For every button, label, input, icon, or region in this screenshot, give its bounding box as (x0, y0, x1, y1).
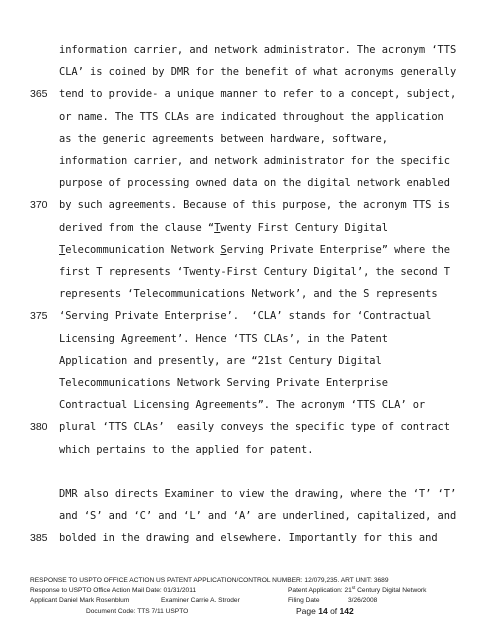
text-line: Telecommunications Network Serving Private Enterprise (59, 377, 388, 389)
text-line: CLA’ is coined by DMR for the benefit of what acronyms generally (59, 66, 457, 78)
footer-filing-date: 3/26/2008 (348, 597, 378, 604)
text-line: tend to provide- a unique manner to refer to a concept, subject, (59, 88, 457, 100)
line-number: 380 (30, 421, 48, 433)
text-line: Licensing Agreement’. Hence ‘TTS CLAs’, in the Patent (59, 333, 388, 345)
line-number: 385 (30, 532, 48, 544)
text-line: Application and presently, are “21st Century Digital (59, 355, 382, 367)
text-line: or name. The TTS CLAs are indicated throughout the application (59, 111, 444, 123)
text-line: purpose of processing owned data on the digital network enabled (59, 177, 450, 189)
text-line: first T represents ‘Twenty-First Century Digital’, the second T (59, 266, 450, 278)
footer-filing-label: Filing Date (288, 597, 320, 604)
line-number: 365 (30, 88, 48, 100)
footer-line-1 (30, 576, 388, 586)
text-line: DMR also directs Examiner to view the drawing, where the ‘T’ ‘T’ (59, 488, 457, 500)
footer-examiner: Examiner Carrie A. Stroder (161, 597, 240, 604)
text-line: Telecommunication Network Serving Private Enterprise” where the (59, 244, 450, 256)
line-number: 375 (30, 310, 48, 322)
text-line: and ‘S’ and ‘C’ and ‘L’ and ‘A’ are underlined, capitalized, and (59, 510, 457, 522)
footer-patent-application: Patent Application: 21st Century Digital Network (288, 584, 427, 594)
text-line: represents ‘Telecommunications Network’, and the S represents (59, 288, 438, 300)
text-line: plural ‘TTS CLAs’ easily conveys the specific type of contract (59, 421, 450, 433)
text-line: ‘Serving Private Enterprise’. ‘CLA’ stands for ‘Contractual (59, 310, 432, 322)
text-line: as the generic agreements between hardware, software, (59, 133, 388, 145)
text-line: which pertains to the applied for patent. (59, 444, 314, 456)
text-line: Contractual Licensing Agreements”. The acronym ‘TTS CLA’ or (59, 399, 426, 411)
text-line: information carrier, and network administrator for the specific (59, 155, 450, 167)
text-line: by such agreements. Because of this purpose, the acronym TTS is (59, 199, 450, 211)
text-line: derived from the clause “Twenty First Century Digital (59, 222, 388, 234)
line-number: 370 (30, 199, 48, 211)
page-indicator: Page 14 of 142 (296, 606, 354, 616)
text-line: information carrier, and network administrator. The acronym ‘TTS (59, 44, 457, 56)
footer-applicant: Applicant Daniel Mark Rosenblum (30, 597, 130, 604)
footer-response-date: Response to USPTO Office Action Mail Date: 01/31/2011 (30, 587, 197, 594)
text-line: bolded in the drawing and elsewhere. Importantly for this and (59, 532, 438, 544)
footer-document-code: Document Code: TTS 7/11 USPTO (86, 608, 189, 615)
footer-application-info: RESPONSE TO USPTO OFFICE ACTION US PATENT APPLICATION/CONTROL NUMBER: 12/079,235. ART UNIT: 3689 (30, 577, 389, 584)
